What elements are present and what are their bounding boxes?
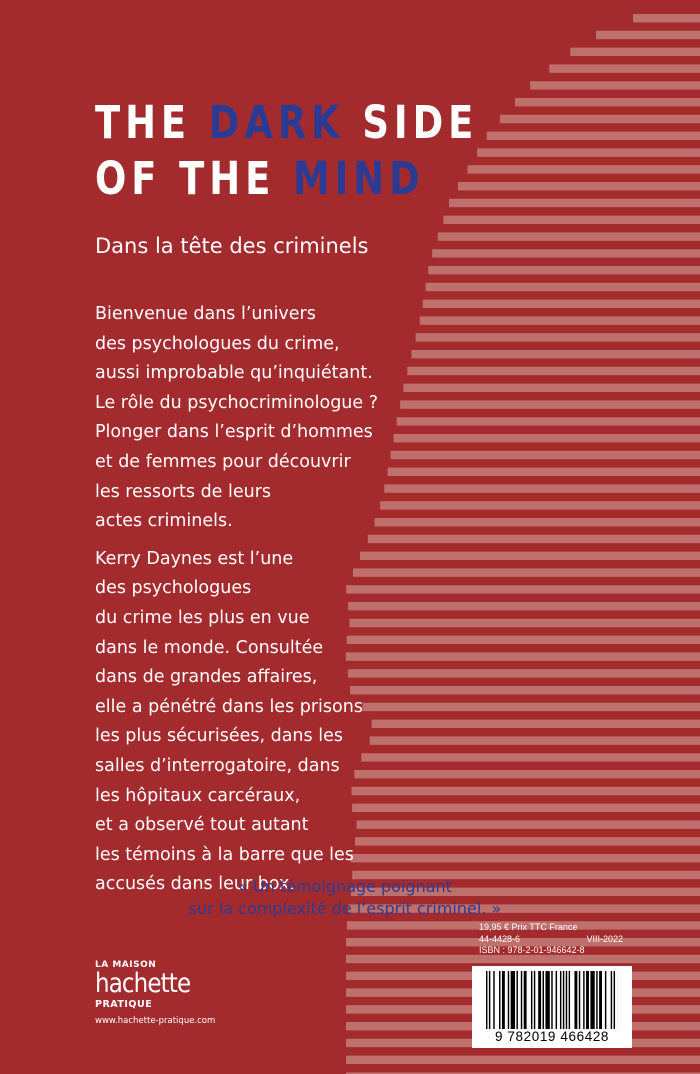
silhouette-stripe: [487, 132, 700, 140]
barcode-bar: [569, 971, 570, 1029]
text-line: des psychologues: [95, 578, 252, 599]
publisher-url: www.hachette-pratique.com: [95, 1016, 216, 1026]
silhouette-stripe: [420, 316, 700, 324]
barcode-bar: [511, 971, 515, 1029]
text-line: du crime les plus en vue: [95, 607, 310, 628]
silhouette-stripe: [432, 249, 700, 257]
barcode-bars: [486, 971, 618, 1029]
publisher-brand: hachette: [95, 968, 191, 999]
silhouette-stripe: [403, 384, 700, 392]
text-line: Plonger dans l’esprit d’hommes: [95, 422, 373, 443]
text-line: les hôpitaux carcéraux,: [95, 785, 301, 806]
text-line: dans de grandes affaires,: [95, 667, 318, 688]
barcode-bar: [545, 971, 549, 1029]
text-line: Le rôle du psychocriminologue ?: [95, 392, 379, 413]
silhouette-stripe: [468, 165, 700, 173]
silhouette-stripe: [477, 148, 700, 156]
silhouette-stripe: [346, 1056, 700, 1064]
text-line: Kerry Daynes est l’une: [95, 548, 294, 569]
silhouette-stripe: [438, 232, 700, 240]
silhouette-stripe: [388, 468, 700, 476]
barcode-bar: [499, 971, 500, 1029]
back-cover-text: [95, 300, 425, 900]
silhouette-stripe: [397, 417, 700, 425]
silhouette-stripe: [596, 31, 700, 39]
barcode-bar: [583, 971, 584, 1029]
barcode-bar: [556, 971, 557, 1029]
text-line: les témoins à la barre que les: [95, 844, 354, 865]
quote-line: sur la complexité de l’esprit criminel. »: [188, 899, 502, 918]
silhouette-stripe: [380, 501, 700, 509]
text-line: actes criminels.: [95, 511, 233, 532]
barcode-bar: [590, 971, 594, 1029]
silhouette-stripe: [570, 48, 700, 56]
barcode-bar: [543, 971, 544, 1029]
text-line: Bienvenue dans l’univers: [95, 304, 316, 324]
isbn-label: ISBN : 978-2-01-946642-8: [479, 945, 585, 955]
silhouette-stripe: [411, 350, 700, 358]
barcode-panel: [472, 966, 632, 1048]
text-line: accusés dans leur box.: [95, 874, 295, 895]
barcode-bar: [563, 971, 564, 1029]
barcode-bar: [611, 971, 612, 1029]
silhouette-stripe: [549, 64, 700, 72]
silhouette-stripe: [407, 367, 700, 375]
barcode-bar: [605, 971, 606, 1029]
quote-line: « Un témoignage poignant: [238, 877, 452, 896]
text-line: aussi improbable qu’inquiétant.: [95, 363, 373, 384]
edition-date: VIII-2022: [586, 933, 623, 944]
barcode-bar: [579, 971, 580, 1029]
publisher-top: LA MAISON: [95, 960, 157, 970]
barcode-bar: [493, 971, 494, 1029]
silhouette-stripe: [384, 484, 700, 492]
title-line-1: THE DARK SIDE: [95, 96, 479, 149]
publisher-logo: [95, 960, 215, 1026]
silhouette-stripe: [423, 300, 700, 308]
title-accent-mind: MIND: [292, 152, 425, 205]
paragraph-author: [95, 545, 425, 900]
text-line: et de femmes pour découvrir: [95, 451, 351, 472]
silhouette-stripe: [416, 333, 700, 341]
silhouette-stripe: [515, 98, 700, 106]
barcode-bar: [502, 971, 505, 1029]
silhouette-stripe: [458, 182, 700, 190]
silhouette-stripe: [530, 81, 700, 89]
price-label: 19,95 € Prix TTC France: [479, 922, 578, 932]
silhouette-stripe: [394, 434, 700, 442]
title-line-2: OF THE MIND: [95, 152, 425, 205]
barcode-bar: [614, 971, 615, 1029]
text-line: elle a pénétré dans les prisons: [95, 696, 363, 717]
text-line: dans le monde. Consultée: [95, 637, 324, 658]
barcode-bar: [524, 971, 527, 1029]
silhouette-stripe: [443, 216, 700, 224]
barcode-bar: [516, 971, 517, 1029]
barcode-bar: [599, 971, 602, 1029]
paragraph-intro: [95, 300, 425, 537]
press-quote: [175, 876, 515, 920]
text-line: salles d’interrogatoire, dans: [95, 755, 340, 776]
silhouette-stripe: [391, 451, 700, 459]
price-code-row: [479, 934, 623, 946]
book-title: [95, 95, 478, 207]
barcode-bar: [486, 971, 487, 1029]
barcode-bar: [586, 971, 589, 1029]
barcode-bar: [574, 971, 577, 1029]
publisher-sub: PRATIQUE: [95, 999, 153, 1010]
price-info: [479, 922, 623, 957]
barcode-bar: [551, 971, 552, 1029]
text-line: les ressorts de leurs: [95, 481, 272, 502]
barcode-bar: [538, 971, 541, 1029]
barcode-bar: [596, 971, 597, 1029]
silhouette-stripe: [500, 115, 700, 123]
title-accent-dark: DARK: [208, 96, 345, 149]
barcode-digits: 9 782019 466428: [494, 1029, 610, 1044]
barcode-bar: [560, 971, 561, 1029]
barcode-bar: [534, 971, 535, 1029]
barcode-bar: [566, 971, 567, 1029]
silhouette-stripe: [428, 266, 700, 274]
silhouette-stripe: [426, 283, 700, 291]
silhouette-stripe: [633, 14, 700, 22]
subtitle: Dans la tête des criminels: [95, 234, 369, 258]
text-line: et a observé tout autant: [95, 815, 309, 836]
barcode-bar: [508, 971, 509, 1029]
text-line: les plus sécurisées, dans les: [95, 726, 343, 747]
text-line: des psychologues du crime,: [95, 333, 340, 354]
silhouette-stripe: [449, 199, 700, 207]
product-code: 44-4428-6: [479, 933, 521, 944]
barcode-bar: [489, 971, 490, 1029]
barcode-bar: [531, 971, 532, 1029]
barcode-bar: [521, 971, 522, 1029]
silhouette-stripe: [400, 400, 700, 408]
